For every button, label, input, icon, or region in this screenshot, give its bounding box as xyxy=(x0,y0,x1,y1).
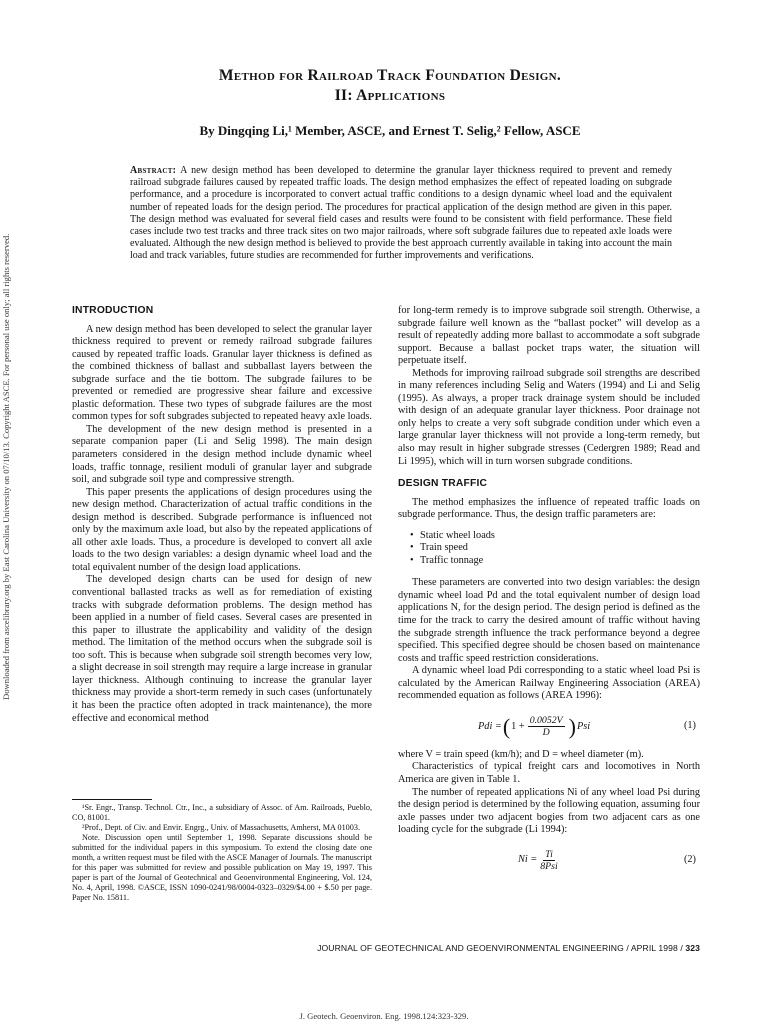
download-side-note xyxy=(0,0,14,700)
remedy-paragraph: for long-term remedy is to improve subgrade soil strength. Otherwise, a subgrade failure well known as the “ballast pocket” will develop as a result of repeatedly adding more ballast to accommodate a soft subgrade support. Because a ballast pocket traps water, the situation will perpetuate itself. xyxy=(398,305,700,367)
footnote-note: Note. Discussion open until September 1, 1998. Separate discussions should be submitted for the individual papers in this symposium. To extend the closing date one month, a written request must be filed with the ASCE Manager of Journals. The manuscript for this paper was submitted for review and possible publication on May 19, 1997. This paper is part of the Journal of Geotechnical and Geoenvironmental Engineering, Vol. 124, No. 4, April, 1998. ©ASCE, ISSN 1090-0241/98/0004-0323–0329/$4.00 + $.50 per page. Paper No. 15811. xyxy=(72,833,372,902)
eq2-lhs: Ni = xyxy=(518,854,538,866)
footnotes xyxy=(72,803,372,903)
repeated-applications-paragraph: The number of repeated applications Ni of any wheel load Psi during the design period is determined by the following equation, assuming four axle passes under two adjacent bogies from two adjacent cars as one loading cycle for the subgrade (Li 1994): xyxy=(398,786,700,836)
journal-footer xyxy=(270,943,700,953)
eq1-open-paren: ( xyxy=(502,713,511,739)
intro-paragraph-3: This paper presents the applications of design procedures using the new design method. Characterization of actual traffic conditions in the design method is described. Subgrade performance is influenced not only by the maximum axle load, but also by the repeated applications of all other axle loads. Thus, a procedure is developed to convert all axle loads to the two design variables: a design dynamic wheel load and the total equivalent number of the design load applications. xyxy=(72,486,372,573)
eq1-denominator: D xyxy=(542,727,550,739)
list-item: • Static wheel loads xyxy=(410,530,700,543)
paper-title-line2: II: Applications xyxy=(334,87,446,104)
footnote-rule xyxy=(72,799,152,800)
footnote-2: ²Prof., Dept. of Civ. and Envir. Engrg., Univ. of Massachusetts, Amherst, MA 01003. xyxy=(82,823,360,832)
eq2-number: (2) xyxy=(683,853,696,865)
abstract-block xyxy=(130,165,672,263)
footnote-1: ¹Sr. Engr., Transp. Technol. Ctr., Inc., a subsidiary of Assoc. of Am. Railroads, Pueblo, CO, 81001. xyxy=(72,803,372,822)
eq1-number: (1) xyxy=(683,719,696,731)
eq1-one: 1 + xyxy=(511,720,525,732)
list-item: • Train speed xyxy=(410,542,700,555)
eq1-rhs: Psi xyxy=(576,720,591,732)
page-number: 323 xyxy=(685,943,700,953)
introduction-heading: INTRODUCTION xyxy=(72,305,154,316)
eq1-close-paren: ) xyxy=(568,713,576,739)
paper-title-line1: Method for Railroad Track Foundation Design. xyxy=(218,67,562,84)
characteristics-paragraph: Characteristics of typical freight cars and locomotives in North America are given in Table 1. xyxy=(398,761,700,785)
eq1-fraction xyxy=(528,715,565,738)
abstract-label: Abstract: xyxy=(130,165,177,176)
right-column xyxy=(398,305,700,873)
equation-1 xyxy=(398,711,700,743)
traffic-intro-paragraph: The method emphasizes the influence of repeated traffic loads on subgrade performance. Thus, the design traffic parameters are: xyxy=(398,496,700,521)
download-notice-text: Downloaded from ascelibrary.org by East Carolina University on 07/10/13. Copyright ASCE. For personal use only; all rights reserved. xyxy=(1,233,11,700)
list-item: • Traffic tonnage xyxy=(410,555,700,568)
eq2-denominator: 8Psi xyxy=(540,861,558,873)
methods-paragraph: Methods for improving railroad subgrade soil strengths are described in many references including Selig and Waters (1994) and Li and Selig (1995). As always, a proper track drainage system should be included with design of an adequate granular layer thickness. Poor drainage not only helps to create a very soft subgrade condition under which even a large granular layer thickness will not provide a long-term remedy, but also may result in higher subgrade stresses (Cedergren 1989; Read and Li 1995), which will in turn worsen subgrade conditions. xyxy=(398,367,700,467)
eq1-numerator: 0.0052V xyxy=(529,715,563,727)
intro-paragraph-1: A new design method has been developed to select the granular layer thickness required to prevent or remedy railroad subgrade failures caused by repeated traffic loads. Granular layer thickness is defined as the combined thickness of ballast and subballast layers between the subgrade surface and the tie bottom. The subgrade failures to be prevented or remedied are progressive shear failure and excessive plastic deformation. These two types of subgrade failures are the most common types for soft subgrades subjected to repeated heavy axle loads. xyxy=(72,323,372,423)
design-variables-paragraph: These parameters are converted into two design variables: the design dynamic wheel load Pd and the total equivalent number of design load applications N, for the design period. The design period is defined as the time for the track to carry the desired amount of traffic without having the subgrade strength influence the track performance beyond a degree specified. This specified degree should be chosen based on maintenance costs and traffic speed restriction considerations. xyxy=(398,577,700,664)
journal-name: JOURNAL OF GEOTECHNICAL AND GEOENVIRONMENTAL ENGINEERING / APRIL 1998 / xyxy=(317,943,683,953)
eq2-fraction xyxy=(540,849,557,872)
eq1-lhs: Pdi = xyxy=(478,720,502,732)
intro-paragraph-2: The development of the new design method is presented in a separate companion paper (Li and Selig 1998). The main design parameters considered in the design method include dynamic wheel loads, traffic tonnage, resilient moduli of granular layer and subgrade soil, and subgrade soil type and compressive strength. xyxy=(72,423,372,486)
intro-paragraph-4: The developed design charts can be used for design of new conventional ballasted tracks as well as for remediation of existing tracks with subgrade deformation problems. The design method has been applied in a number of field cases. Several cases are presented in this paper to illustrate the applicability and validity of the design method. The limitation of the method occurs when the subgrade soil is too soft. This is because when subgrade soil strength becomes very low, a slight decrease in soil strength may require a large increase in granular layer thickness. Although continuing to increase the granular layer thickness may provide a short-term remedy in such cases (unfortunately it has been the practice often adopted in track maintenance), the more effective and economical method xyxy=(72,574,372,724)
dynamic-load-paragraph: A dynamic wheel load Pdi corresponding to a static wheel load Psi is calculated by the American Railway Engineering Association (AREA) recommended equation as follows (AREA 1996): xyxy=(398,665,700,702)
design-parameter-list xyxy=(410,530,700,568)
where-paragraph: where V = train speed (km/h); and D = wheel diameter (m). xyxy=(398,748,644,760)
left-column xyxy=(72,305,372,795)
equation-2 xyxy=(398,845,700,877)
citation-footer: J. Geotech. Geoenviron. Eng. 1998.124:323-329. xyxy=(299,1011,469,1021)
author-line: By Dingqing Li,¹ Member, ASCE, and Ernest T. Selig,² Fellow, ASCE xyxy=(199,123,581,138)
abstract-text: A new design method has been developed to determine the granular layer thickness required to prevent and remedy railroad subgrade failures caused by repeated traffic loads. The design method emphasizes the effect of repeated loading on subgrade performance, and a procedure is incorporated to convert actual traffic conditions to a design dynamic wheel load and the equivalent number of repeated loads for the design period. The procedures for practical application of the design method are given in this paper. The design method was evaluated for several field cases and results were found to be consistent with field performance. These field cases include two test tracks and three track sites on two major railroads, where soft subgrade failures due to repeated axle loads were evaluated. Although the new design method is believed to provide the best approach currently available in taking into account the main load and track variables, future studies are recommended for further improvements and verifications. xyxy=(130,165,673,262)
eq2-numerator: Ti xyxy=(545,849,553,861)
design-traffic-heading: DESIGN TRAFFIC xyxy=(398,478,488,490)
